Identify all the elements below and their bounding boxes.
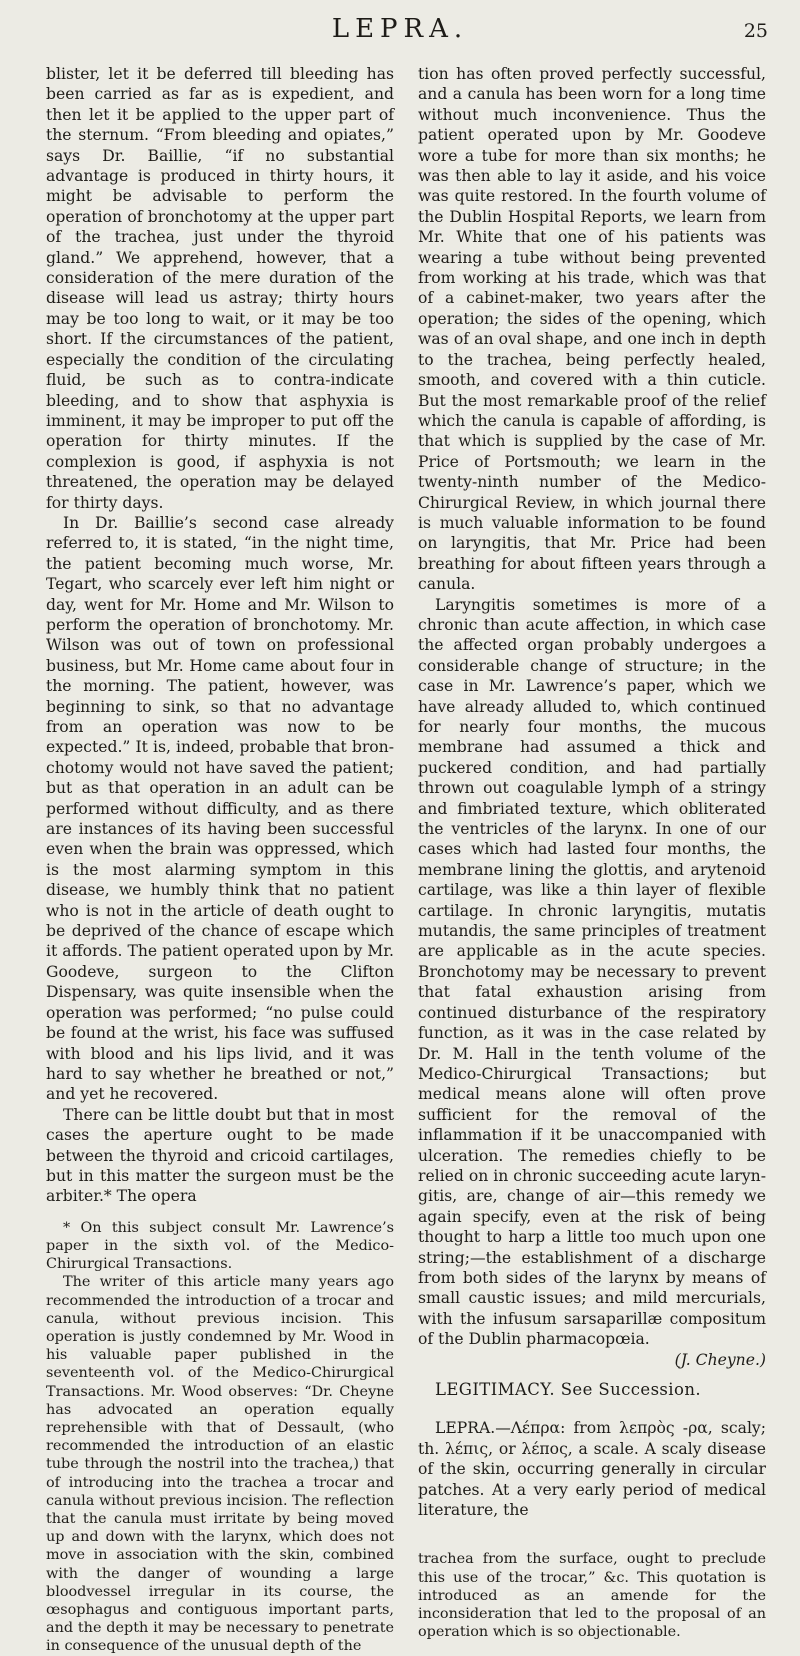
running-title: LEPRA.	[331, 14, 469, 44]
paragraph: There can be little doubt but that in most cases the aperture ought to be made between the thyroid and cricoid cartilages, but in this matter the surgeon must be the arbiter.* The opera	[46, 1105, 394, 1206]
paragraph: Laryngitis sometimes is more of a chronic than acute affection, in which case the affected organ probably undergoes a considerable change of structure; in the case in Mr. Lawrence’s paper, which we have already alluded to, which continued for nearly four months, the mucous membrane had assumed a thick and puckered condition, and had partially thrown out coagulable lymph of a stringy and fimbriated texture, which obliterated the ventricles of the larynx. In one of our cases which had lasted four months, the membrane lining the glottis, and arytenoid cartilage, was like a thin layer of flexible cartilage. In chronic laryngitis, mutatis mutandis, the same principles of treatment are applicable as in the acute species. Bronchotomy may be necessary to prevent that fatal exhaustion arising from continued disturbance of the respiratory function, as it was in the case related by Dr. M. Hall in the tenth volume of the Medico-Chirurgical Transactions; but medical means alone will often prove sufficient for the removal of the inflammation if it be unaccompanied with ulceration. The remedies chiefly to be relied on in chronic succeeding acute laryngitis, are, change of air—this remedy we again specify, even at the risk of being thought to harp a little too much upon one string;—the establishment of a discharge from both sides of the larynx by means of small caustic issues; and mild mercurials, with the infusum sarsaparillæ compositum of the Dublin pharmacopœia.	[418, 595, 766, 1349]
footnotes	[418, 1550, 766, 1641]
footnotes	[46, 1219, 394, 1656]
paragraph: tion has often proved perfectly successful, and a canula has been worn for a long time without much inconvenience. Thus the patient operated upon by Mr. Goodeve wore a tube for more than six months; he was then able to lay it aside, and his voice was quite restored. In the fourth volume of the Dublin Hospital Reports, we learn from Mr. White that one of his patients was wearing a tube without being prevented from working at his trade, which was that of a cabinet-maker, two years after the operation; the sides of the opening, which was of an oval shape, and one inch in depth to the trachea, being perfectly healed, smooth, and covered with a thin cuticle. But the most remarkable proof of the relief which the canula is capable of affording, is that which is supplied by the case of Mr. Price of Portsmouth; we learn in the twenty-ninth number of the Medico-Chirurgical Review, in which journal there is much valuable information to be found on laryngitis, that Mr. Price had been breathing for about fifteen years through a canula.	[418, 65, 766, 594]
running-head	[0, 14, 800, 54]
paragraph: In Dr. Baillie’s second case already referred to, it is stated, “in the night time, the patient becoming much worse, Mr. Tegart, who scarcely ever left him night or day, went for Mr. Home and Mr. Wilson to perform the operation of bronchotomy. Mr. Wilson was out of town on professional business, but Mr. Home came about four in the morning. The patient, however, was beginning to sink, so that no advantage from an operation was now to be expected.” It is, indeed, probable that bronchotomy would not have saved the patient; but as that operation in an adult can be performed without difficulty, and as there are instances of its having been successful even when the brain was oppressed, which is the most alarming symptom in this disease, we humbly think that no patient who is not in the article of death ought to be deprived of the chance of escape which it affords. The patient operated upon by Mr. Goodeve, surgeon to the Clifton Dispensary, was quite insensible when the operation was performed; “no pulse could be found at the wrist, his face was suffused with blood and his lips livid, and it was hard to say whether he breathed or not,” and yet he recovered.	[46, 513, 394, 1104]
paragraph: blister, let it be deferred till bleeding has been carried as far as is expedient, and then let it be applied to the upper part of the sternum. “From bleeding and opiates,” says Dr. Baillie, “if no substantial advantage is produced in thirty hours, it might be advisable to perform the operation of bronchotomy at the upper part of the trachea, just under the thyroid gland.” We apprehend, however, that a consideration of the mere duration of the disease will lead us astray; thirty hours may be too long to wait, or it may be too short. If the circumstances of the patient, especially the condition of the circulating fluid, be such as to contra-indicate bleeding, and to show that asphyxia is imminent, it may be improper to put off the operation for thirty minutes. If the complexion is good, if asphyxia is not threatened, the operation may be delayed for thirty days.	[46, 65, 394, 512]
cross-reference: LEGITIMACY. See Succession.	[435, 1380, 701, 1399]
footnote: The writer of this article many years ago recommended the introduction of a trocar and canula, without previous incision. This operation is justly condemned by Mr. Wood in his valuable paper published in the seventeenth vol. of the Medico-Chirurgical Transactions. Mr. Wood observes: “Dr. Cheyne has advocated an operation equally reprehensible with that of Dessault, (who recommended the introduction of an elastic tube through the nostril into the trachea,) that of introducing into the trachea a trocar and canula without previous incision. The reflection that the canula must irritate by being moved up and down with the larynx, which does not move in association with the skin, combined with the danger of wounding a large bloodvessel irregular in its course, the œsophagus and contiguous important parts, and the depth it may be necessary to penetrate in consequence of the unusual depth of the	[46, 1274, 394, 1655]
left-column	[46, 64, 394, 1656]
footnote: * On this subject consult Mr. Lawrence’s paper in the sixth vol. of the Medico-Chirurgical Transactions.	[46, 1219, 394, 1273]
page-number: 25	[743, 20, 768, 42]
author-signature: (J. Cheyne.)	[674, 1350, 766, 1369]
dictionary-entry: LEPRA.—Λέπρα: from λεπρὸς -ρα, scaly; th. λέπις, or λέπος, a scale. A scaly disease of the skin, occurring generally in circular patches. At a very early period of medical literature, the	[418, 1419, 766, 1520]
right-column	[418, 64, 766, 1641]
footnote-continuation: trachea from the surface, ought to preclude this use of the trocar,” &c. This quotation is introduced as an amende for the inconsideration that led to the proposal of an operation which is so objectionable.	[418, 1551, 766, 1641]
